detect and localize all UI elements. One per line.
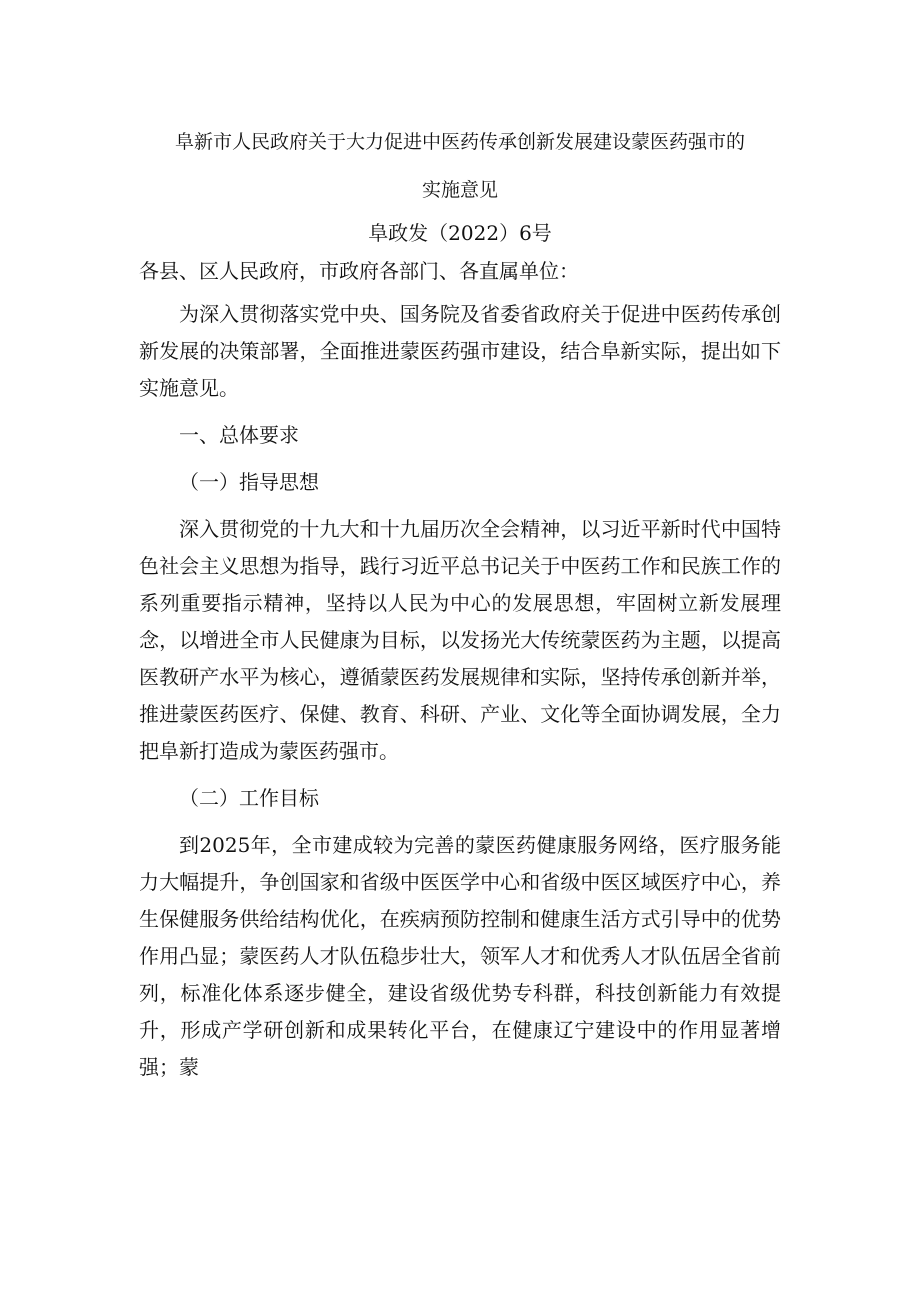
section-heading-general-requirements: 一、总体要求 — [179, 423, 299, 447]
addressee-line: 各县、区人民政府，市政府各部门、各直属单位： — [139, 259, 579, 283]
document-title-line1: 阜新市人民政府关于大力促进中医药传承创新发展建设蒙医药强市的 — [174, 131, 745, 153]
work-goals-paragraph: 到2025年，全市建成较为完善的蒙医药健康服务网络，医疗服务能力大幅提升，争创国家和省级中医医学中心和省级中医区域医疗中心，养生保健服务供给结构优化，在疾病预防控制和健康生活方式引导中的优势作用凸显；蒙医药人才队伍稳步壮大，领军人才和优秀人才队伍居全省前列，标准化体系逐步健全，建设省级优势专科群，科技创新能力有效提升，形成产学研创新和成果转化平台，在健康辽宁建设中的作用显著增强；蒙 — [139, 833, 781, 1079]
subsection-heading-work-goals: （二）工作目标 — [179, 786, 319, 810]
document-number: 阜政发（2022）6号 — [368, 221, 552, 245]
intro-paragraph: 为深入贯彻落实党中央、国务院及省委省政府关于促进中医药传承创新发展的决策部署，全面推进蒙医药强市建设，结合阜新实际，提出如下实施意见。 — [139, 302, 781, 400]
guiding-ideology-paragraph: 深入贯彻党的十九大和十九届历次全会精神，以习近平新时代中国特色社会主义思想为指导，践行习近平总书记关于中医药工作和民族工作的系列重要指示精神，坚持以人民为中心的发展思想，牢固树立新发展理念，以增进全市人民健康为目标，以发扬光大传统蒙医药为主题，以提高医教研产水平为核心，遵循蒙医药发展规律和实际，坚持传承创新并举，推进蒙医药医疗、保健、教育、科研、产业、文化等全面协调发展，全力把阜新打造成为蒙医药强市。 — [139, 517, 781, 763]
subsection-heading-guiding-ideology: （一）指导思想 — [179, 470, 319, 494]
document-title-line2: 实施意见 — [421, 179, 498, 201]
document-page — [139, 118, 781, 1086]
